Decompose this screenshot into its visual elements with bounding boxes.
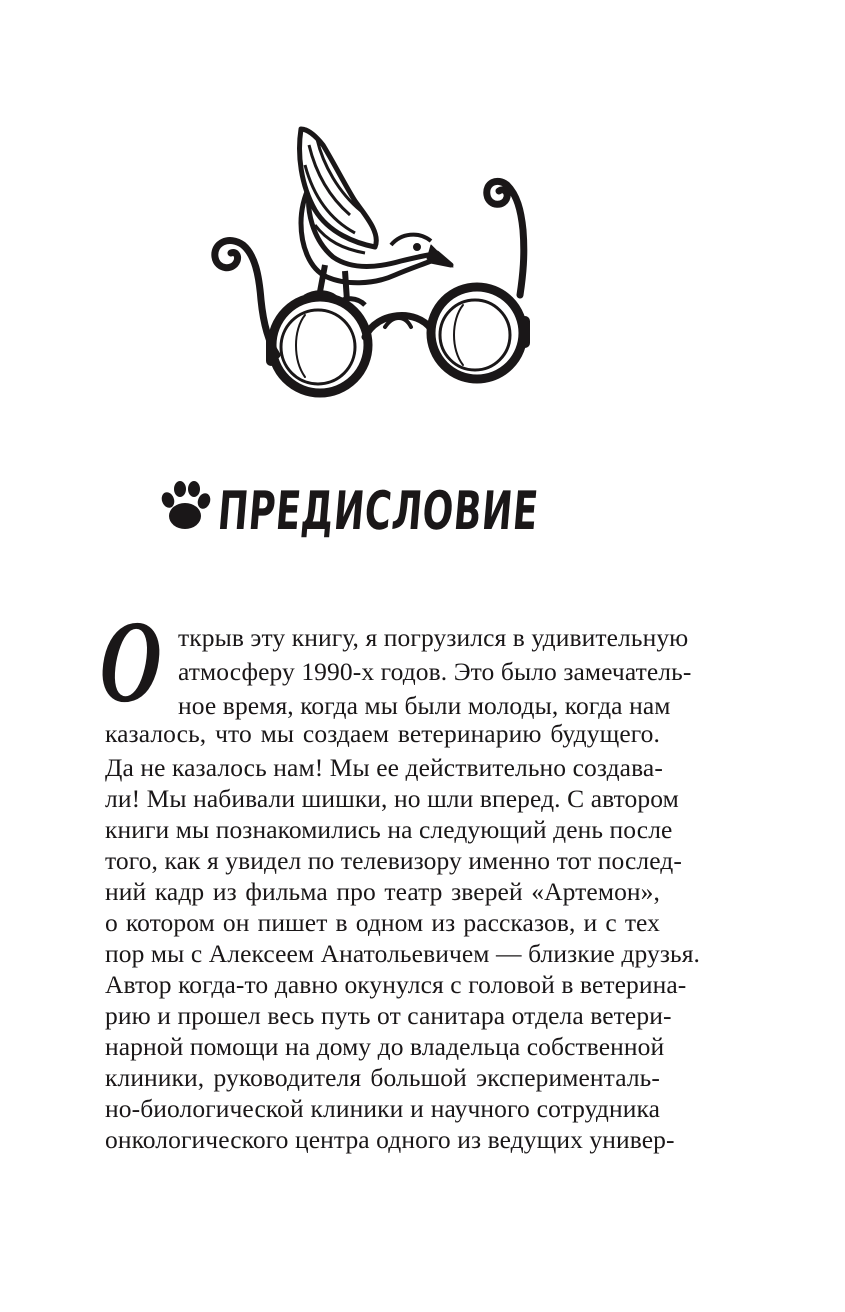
text-line: книги мы познакомились на следующий день после — [105, 815, 673, 844]
text-line: ткрыв эту книгу, я погрузился в удивительную — [178, 623, 689, 652]
paw-icon — [158, 478, 212, 538]
text-line: но-биологической клиники и научного сотрудника — [105, 1094, 660, 1123]
drop-cap — [96, 596, 170, 727]
text-line: казалось, что мы создаем ветеринарию будущего. — [105, 719, 660, 748]
text-line: атмосферу 1990-х годов. Это было замечатель- — [178, 657, 692, 686]
drop-cap-letter: О — [96, 596, 165, 727]
text-line: того, как я увидел по телевизору именно тот послед- — [105, 846, 682, 875]
text-line: онкологического центра одного из ведущих универ- — [105, 1125, 675, 1154]
text-line: Автор когда-то давно окунулся с головой в ветерина- — [105, 970, 687, 999]
text-line: ний кадр из фильма про театр зверей «Артемон», — [105, 877, 660, 906]
bird-on-glasses-illustration — [205, 115, 550, 415]
text-line: рию и прошел весь путь от санитара отдела ветери- — [105, 1001, 672, 1030]
text-line: ное время, когда мы были молоды, когда нам — [178, 691, 671, 720]
text-line: ли! Мы набивали шишки, но шли вперед. С автором — [105, 784, 679, 813]
chapter-title: ПРЕДИСЛОВИЕ — [215, 481, 541, 542]
text-line: Да не казалось нам! Мы ее действительно создава- — [105, 753, 663, 782]
text-line: нарной помощи на дому до владельца собственной — [105, 1032, 665, 1061]
chapter-heading — [158, 478, 718, 558]
text-line: пор мы с Алексеем Анатольевичем — близкие друзья. — [105, 939, 701, 968]
text-line: клиники, руководителя большой эксперименталь- — [105, 1063, 660, 1092]
text-line: о котором он пишет в одном из рассказов, и с тех — [105, 908, 660, 937]
